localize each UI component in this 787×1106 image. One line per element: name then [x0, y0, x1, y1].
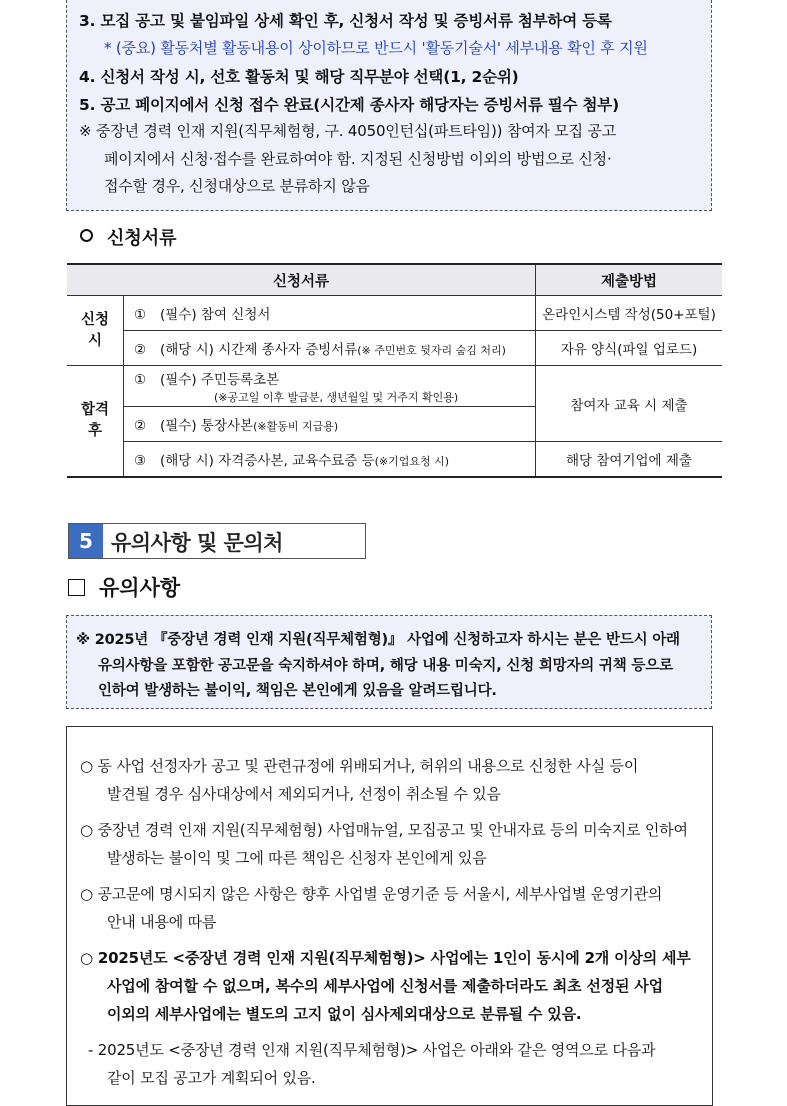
caution-3-line-2: 안내 내용에 따름	[107, 913, 217, 931]
group-after-pass-label: 합격후	[80, 402, 109, 439]
step-5: 5. 공고 페이지에서 신청 접수 완료(시간제 종사자 해당자는 증빙서류 필수 첨부)	[79, 96, 619, 114]
caution-5-line-2: 같이 모집 공고가 계획되어 있음.	[107, 1069, 316, 1087]
method-cell: 해당 참여기업에 제출	[536, 442, 723, 478]
caution-1-line-2: 발견될 경우 심사대상에서 제외되거나, 선정이 취소될 수 있음	[107, 785, 501, 803]
group-apply-label: 신청시	[80, 311, 109, 349]
notice-line-2: 유의사항을 포함한 공고문을 숙지하셔야 하며, 해당 내용 미숙지, 신청 희망자의 귀책 등으로	[98, 658, 673, 674]
documents-heading: 신청서류	[80, 224, 177, 250]
method-cell: 온라인시스템 작성(50+포털)	[536, 296, 723, 331]
method-cell: 자유 양식(파일 업로드)	[536, 331, 723, 366]
group-apply	[67, 296, 124, 366]
section-5-title	[68, 523, 366, 559]
table-row: ① (필수) 주민등록초본 (※공고일 이후 발급분, 생년월일 및 거주지 확인용)	[124, 366, 536, 407]
step-4: 4. 신청서 작성 시, 선호 활동처 및 해당 직무분야 선택(1, 2순위)	[79, 68, 519, 86]
method-cell: 참여자 교육 시 제출	[536, 366, 723, 442]
col-header-method: 제출방법	[536, 264, 723, 296]
circle-bullet-icon	[80, 229, 93, 242]
group-after-pass	[67, 366, 124, 478]
section-title-text: 유의사항 및 문의처	[111, 531, 283, 555]
notice-line-3: 인하여 발생하는 불이익, 책임은 본인에게 있음을 알려드립니다.	[98, 683, 497, 699]
col-header-documents: 신청서류	[67, 264, 536, 296]
caution-2-line-1: ○ 중장년 경력 인재 지원(직무체험형) 사업매뉴얼, 모집공고 및 안내자료 등의 미숙지로 인하여	[80, 821, 688, 839]
table-row: ② (해당 시) 시간제 종사자 증빙서류(※ 주민번호 뒷자리 숨김 처리)	[124, 331, 536, 366]
caution-4-line-3: 이외의 세부사업에는 별도의 고지 없이 심사제외대상으로 분류될 수 있음.	[107, 1005, 582, 1023]
caution-4-line-1: ○ 2025년도 <중장년 경력 인재 지원(직무체험형)> 사업에는 1인이 동시에 2개 이상의 세부	[80, 949, 691, 967]
table-row: ③ (해당 시) 자격증사본, 교육수료증 등(※기업요청 시)	[124, 442, 536, 478]
caution-1-line-1: ○ 동 사업 선정자가 공고 및 관련규정에 위배되거나, 허위의 내용으로 신청한 사실 등이	[80, 757, 639, 775]
caution-3-line-1: ○ 공고문에 명시되지 않은 사항은 향후 사업별 운영기준 등 서울시, 세부사업별 운영기관의	[80, 885, 663, 903]
notice-line-1: ※ 2025년 『중장년 경력 인재 지원(직무체험형)』 사업에 신청하고자 하시는 분은 반드시 아래	[76, 632, 680, 648]
note-line-2: 페이지에서 신청·접수를 완료하여야 함. 지정된 신청방법 이외의 방법으로 신청·	[104, 150, 612, 168]
note-line-1: ※ 중장년 경력 인재 지원(직무체험형, 구. 4050인턴십(파트타임)) 참여자 모집 공고	[79, 122, 617, 140]
table-row: ① (필수) 참여 신청서	[124, 296, 536, 331]
note-line-3: 접수할 경우, 신청대상으로 분류하지 않음	[104, 177, 370, 195]
caution-2-line-2: 발생하는 불이익 및 그에 따른 책임은 신청자 본인에게 있음	[107, 849, 487, 867]
documents-table	[67, 263, 722, 478]
notice-subheading: 유의사항	[68, 572, 180, 602]
square-bullet-icon	[68, 579, 85, 596]
caution-4-line-2: 사업에 참여할 수 없으며, 복수의 세부사업에 신청서를 제출하더라도 최초 선정된 사업	[107, 977, 663, 995]
caution-5-line-1: - 2025년도 <중장년 경력 인재 지원(직무체험형)> 사업은 아래와 같은 영역으로 다음과	[88, 1041, 656, 1059]
step-3: 3. 모집 공고 및 붙임파일 상세 확인 후, 신청서 작성 및 증빙서류 첨부하여 등록	[79, 12, 612, 30]
step-3-note: * (중요) 활동처별 활동내용이 상이하므로 반드시 '활동기술서' 세부내용 확인 후 지원	[104, 39, 648, 57]
table-row: ② (필수) 통장사본(※활동비 지급용)	[124, 407, 536, 442]
section-number-badge: 5	[69, 524, 103, 558]
